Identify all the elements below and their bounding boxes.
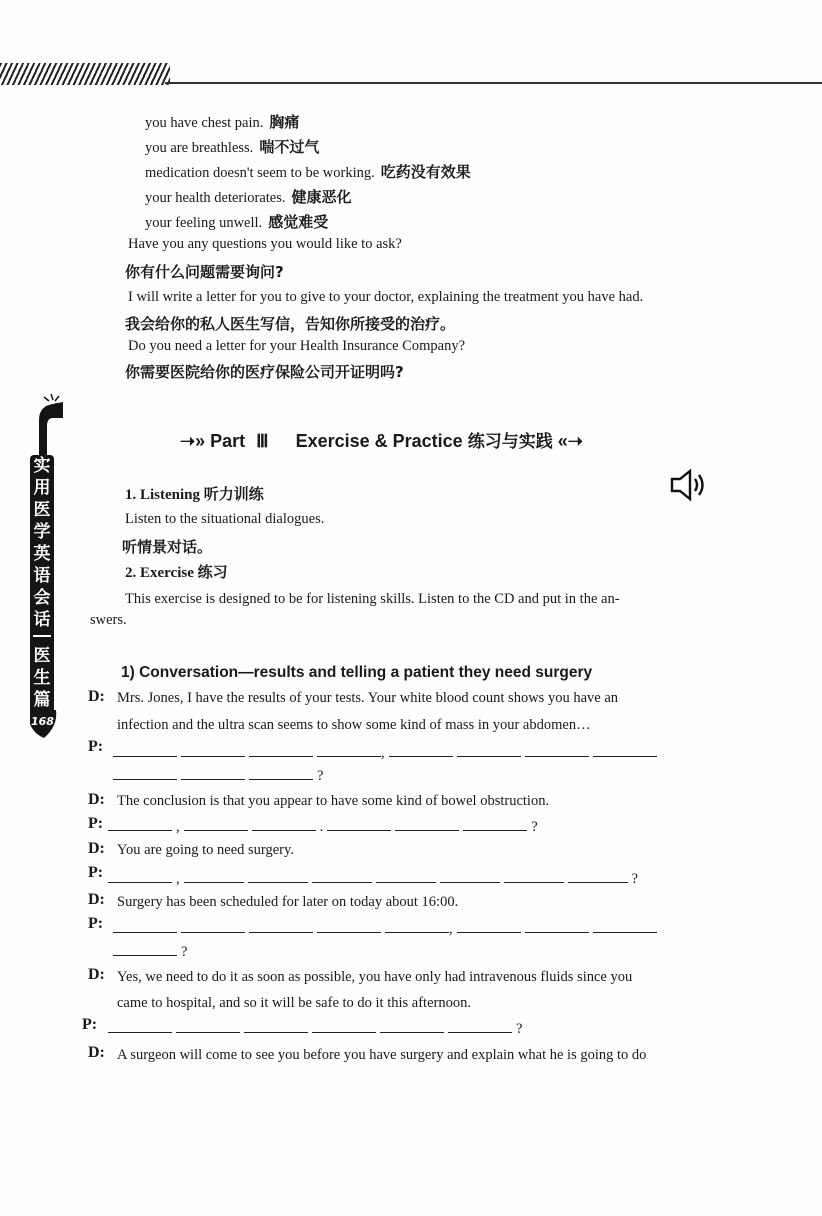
intro-line-cn: 喘不过气 xyxy=(259,138,320,156)
conversation-title: 1) Conversation—results and telling a patient they need surgery xyxy=(121,664,593,681)
header-rule xyxy=(0,63,170,85)
speaker-p: P: xyxy=(88,738,104,755)
side-tab-char: 英 xyxy=(33,544,51,564)
side-tab-char: 话 xyxy=(33,610,51,630)
question-cn-1: 你有什么问题需要询问? xyxy=(125,263,284,281)
answer-blank-row[interactable]: , xyxy=(113,744,657,762)
speaker-d: D: xyxy=(88,966,105,983)
side-tab xyxy=(30,455,54,710)
doctor-line-1a: Mrs. Jones, I have the results of your tests. Your white blood count shows you have an xyxy=(117,690,619,706)
doctor-line-5a: Yes, we need to do it as soon as possible, you have only had intravenous fluids since you xyxy=(117,969,633,985)
exercise-line-2: swers. xyxy=(90,612,127,628)
intro-line xyxy=(145,136,319,157)
arrow-right-icon: «➝ xyxy=(557,431,583,451)
side-tab-char: 医 xyxy=(33,646,51,666)
doctor-line-6: A surgeon will come to see you before you have surgery and explain what he is going to do xyxy=(117,1047,647,1063)
side-tab-char: 学 xyxy=(33,522,51,542)
intro-line-en: your feeling unwell. xyxy=(145,215,263,231)
letter-cn: 我会给你的私人医生写信，告知你所接受的治疗。 xyxy=(125,315,456,333)
doctor-line-2: The conclusion is that you appear to have some kind of bowel obstruction. xyxy=(117,793,550,809)
intro-line-en: your health deteriorates. xyxy=(145,190,286,206)
doctor-line-5b: came to hospital, and so it will be safe to do it this afternoon. xyxy=(117,995,471,1011)
side-tab-char: 医 xyxy=(33,500,51,520)
page-number-badge xyxy=(28,708,60,740)
speaker-p: P: xyxy=(88,864,104,881)
intro-line xyxy=(145,111,299,132)
doctor-line-1b: infection and the ultra scan seems to show some kind of mass in your abdomen… xyxy=(117,717,591,733)
side-tab-char: 篇 xyxy=(33,690,51,710)
speaker-d: D: xyxy=(88,840,105,857)
intro-line xyxy=(145,186,352,207)
exercise-title-cn: 练习 xyxy=(197,563,228,581)
doctor-line-4: Surgery has been scheduled for later on today about 16:00. xyxy=(117,894,459,910)
intro-line-cn: 吃药没有效果 xyxy=(380,163,471,181)
intro-line-cn: 健康恶化 xyxy=(291,188,352,206)
side-tab-char: 生 xyxy=(33,668,51,688)
arrow-left-icon: ➝» xyxy=(180,431,206,451)
answer-blank-row[interactable]: , . ? xyxy=(108,818,538,836)
listening-title: 1. Listening xyxy=(125,487,201,503)
listening-heading xyxy=(125,483,264,504)
listening-en: Listen to the situational dialogues. xyxy=(125,511,325,527)
answer-blank-row[interactable]: ? xyxy=(113,767,323,785)
answer-blank-row[interactable]: , ? xyxy=(108,870,638,888)
part-numeral: Ⅲ xyxy=(256,431,269,451)
side-tab-char: 会 xyxy=(33,588,51,608)
side-tab-char: 实 xyxy=(33,456,51,476)
answer-blank-row[interactable]: , xyxy=(113,920,657,938)
speaker-d: D: xyxy=(88,791,105,808)
intro-line xyxy=(145,161,471,182)
part-label: Part xyxy=(210,431,246,451)
speaker-p: P: xyxy=(82,1016,98,1033)
intro-line-en: medication doesn't seem to be working. xyxy=(145,165,375,181)
side-tab-ornament-icon xyxy=(33,392,69,456)
side-tab-char: 用 xyxy=(33,478,51,498)
exercise-heading xyxy=(125,561,228,582)
answer-blank-row[interactable]: ? xyxy=(113,943,187,961)
listening-title-cn: 听力训练 xyxy=(203,485,264,503)
header-line xyxy=(165,82,822,84)
intro-line-en: you have chest pain. xyxy=(145,115,264,131)
letter-en: I will write a letter for you to give to your doctor, explaining the treatment you have had. xyxy=(128,289,644,305)
intro-line-cn: 感觉难受 xyxy=(268,213,329,231)
page-number: 168 xyxy=(31,715,54,728)
part-title-cn: 练习与实践 xyxy=(467,432,553,452)
doctor-line-3: You are going to need surgery. xyxy=(117,842,294,858)
part-title: Exercise & Practice xyxy=(295,431,463,451)
intro-line-cn: 胸痛 xyxy=(269,113,300,131)
speaker-d: D: xyxy=(88,891,105,908)
question-en-1: Have you any questions you would like to ask? xyxy=(128,236,402,252)
intro-line xyxy=(145,211,328,232)
side-tab-char: 语 xyxy=(33,566,51,586)
part-heading xyxy=(180,427,583,452)
exercise-title: 2. Exercise xyxy=(125,565,194,581)
insurance-cn: 你需要医院给你的医疗保险公司开证明吗? xyxy=(125,363,404,381)
speaker-d: D: xyxy=(88,1044,105,1061)
intro-line-en: you are breathless. xyxy=(145,140,254,156)
insurance-en: Do you need a letter for your Health Insurance Company? xyxy=(128,338,466,354)
side-tab-divider xyxy=(33,635,51,645)
answer-blank-row[interactable]: ? xyxy=(108,1020,522,1038)
listening-cn: 听情景对话。 xyxy=(122,538,213,556)
exercise-line-1: This exercise is designed to be for listening skills. Listen to the CD and put in the an- xyxy=(125,591,620,607)
speaker-p: P: xyxy=(88,915,104,932)
speaker-icon[interactable] xyxy=(668,468,712,502)
speaker-d: D: xyxy=(88,688,105,705)
speaker-p: P: xyxy=(88,815,104,832)
